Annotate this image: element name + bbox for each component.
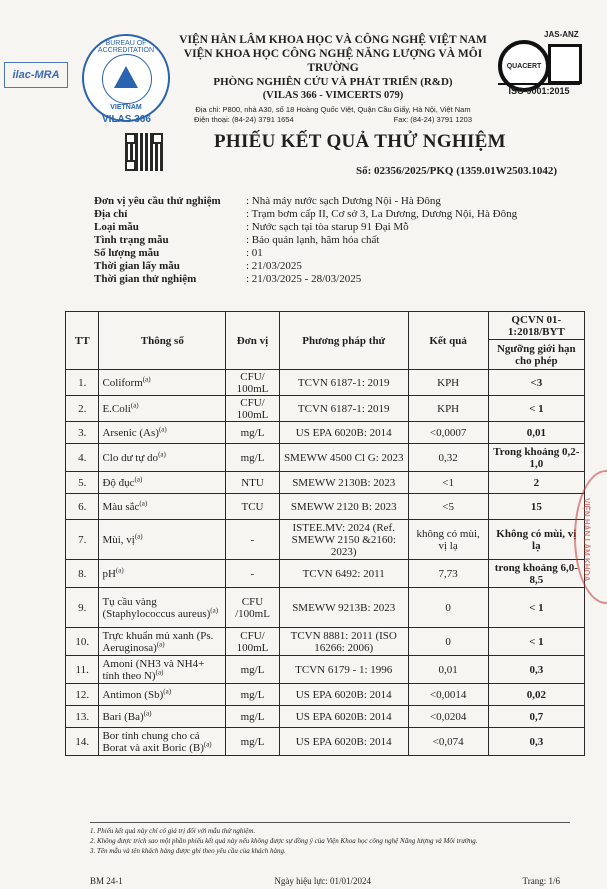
page-number: Trang: 1/6 bbox=[522, 876, 560, 886]
jas-anz-label: JAS-ANZ bbox=[544, 30, 579, 39]
accreditation-mark: (a) bbox=[158, 449, 166, 458]
cell-method: TCVN 6187-1: 2019 bbox=[279, 370, 408, 396]
table-row bbox=[66, 728, 585, 756]
org-line-3: PHÒNG NGHIÊN CỨU VÀ PHÁT TRIỂN (R&D) bbox=[213, 76, 453, 88]
cell-limit: 0,3 bbox=[488, 728, 584, 756]
info-value: : Nước sạch tại tòa starup 91 Đại Mỗ bbox=[246, 221, 409, 233]
cell-param: Mùi, vị$^{(a)}$ bbox=[99, 520, 226, 560]
info-label: Thời gian lấy mẫu bbox=[94, 260, 180, 272]
cell-param: Bor tính chung cho cả Borat và axit Boric $(B)^{(a)}$ bbox=[99, 728, 226, 756]
accreditation-mark: (a) bbox=[210, 605, 219, 614]
cell-result: 0,32 bbox=[408, 444, 488, 472]
quacert-logo: QUACERT bbox=[498, 40, 550, 92]
qr-code-icon bbox=[125, 133, 163, 171]
col-header-limit: Ngưỡng giới hạn cho phép bbox=[488, 340, 584, 370]
note-3: 3. Tên mẫu và tên khách hàng được ghi theo yêu cầu của khách hàng. bbox=[90, 847, 286, 855]
cell-limit: Trong khoảng 0,2-1,0 bbox=[488, 444, 584, 472]
col-header-method: Phương pháp thử bbox=[279, 312, 408, 370]
ilac-mra-logo: ilac-MRA bbox=[4, 62, 68, 88]
cell-result: 0 bbox=[408, 628, 488, 656]
org-line-4: (VILAS 366 - VIMCERTS 079) bbox=[262, 90, 404, 101]
cell-limit: 0,02 bbox=[488, 684, 584, 706]
organization-header bbox=[168, 33, 498, 125]
document-number: Số: 02356/2025/PKQ (1359.01W2503.1042) bbox=[356, 165, 558, 177]
table-row bbox=[66, 628, 585, 656]
cell-limit: < 1 bbox=[488, 588, 584, 628]
cell-result: <0,0007 bbox=[408, 422, 488, 444]
info-row bbox=[94, 273, 574, 286]
cell-tt: 11. bbox=[66, 656, 99, 684]
cell-unit: - bbox=[226, 520, 280, 560]
vilas-tag: VILAS 366 bbox=[102, 114, 151, 125]
info-row bbox=[94, 221, 574, 234]
table-row bbox=[66, 520, 585, 560]
cell-unit: CFU/ 100mL bbox=[226, 370, 280, 396]
table-row bbox=[66, 560, 585, 588]
notes bbox=[90, 822, 570, 856]
info-label: Loại mẫu bbox=[94, 221, 139, 233]
cell-param: Arsenic $(As)^{(a)}$ bbox=[99, 422, 226, 444]
info-value: : 01 bbox=[246, 247, 263, 259]
cell-param: Độ đục$^{(a)}$ bbox=[99, 472, 226, 494]
cell-limit: 0,01 bbox=[488, 422, 584, 444]
cell-unit: CFU /100mL bbox=[226, 588, 280, 628]
info-label: Tình trạng mẫu bbox=[94, 234, 169, 246]
cell-unit: mg/L bbox=[226, 684, 280, 706]
cell-method: US EPA 6020B: 2014 bbox=[279, 422, 408, 444]
cell-param: Màu sắc$^{(a)}$ bbox=[99, 494, 226, 520]
col-header-unit: Đơn vị bbox=[226, 312, 280, 370]
cell-result: <1 bbox=[408, 472, 488, 494]
cell-method: US EPA 6020B: 2014 bbox=[279, 706, 408, 728]
cell-limit: 15 bbox=[488, 494, 584, 520]
accreditation-seal bbox=[82, 34, 170, 122]
cell-method: TCVN 8881: 2011 (ISO 16266: 2006) bbox=[279, 628, 408, 656]
cell-result: 0,01 bbox=[408, 656, 488, 684]
cell-result: không có mùi, vị lạ bbox=[408, 520, 488, 560]
cell-tt: 10. bbox=[66, 628, 99, 656]
info-block bbox=[94, 195, 574, 286]
info-row bbox=[94, 247, 574, 260]
info-label: Số lượng mẫu bbox=[94, 247, 160, 259]
cell-method: TCVN 6179 - 1: 1996 bbox=[279, 656, 408, 684]
cell-result: <0,0014 bbox=[408, 684, 488, 706]
cell-unit: - bbox=[226, 560, 280, 588]
cell-result: KPH bbox=[408, 370, 488, 396]
cell-tt: 5. bbox=[66, 472, 99, 494]
cell-limit: trong khoảng 6,0-8,5 bbox=[488, 560, 584, 588]
info-row bbox=[94, 208, 574, 221]
table-row bbox=[66, 472, 585, 494]
accreditation-mark: (a) bbox=[158, 424, 167, 433]
accreditation-mark: (a) bbox=[156, 639, 165, 648]
col-header-tt: TT bbox=[66, 312, 99, 370]
table-row bbox=[66, 494, 585, 520]
jas-anz-logo bbox=[548, 44, 582, 84]
cell-tt: 3. bbox=[66, 422, 99, 444]
col-header-standard: QCVN 01-1:2018/BYT bbox=[488, 312, 584, 340]
cell-tt: 9. bbox=[66, 588, 99, 628]
cell-unit: TCU bbox=[226, 494, 280, 520]
cell-param: Bari $(Ba)^{(a)}$ bbox=[99, 706, 226, 728]
info-row bbox=[94, 234, 574, 247]
table-row bbox=[66, 444, 585, 472]
cell-limit: 2 bbox=[488, 472, 584, 494]
cell-param: Amoni (NH3 và NH4+ tính theo N)$^{(a)}$ bbox=[99, 656, 226, 684]
cell-tt: 2. bbox=[66, 396, 99, 422]
info-label: Thời gian thử nghiệm bbox=[94, 273, 197, 285]
org-fax: Fax: (84-24) 3791 1203 bbox=[393, 115, 472, 124]
info-value: : Nhà máy nước sạch Dương Nội - Hà Đông bbox=[246, 195, 441, 207]
document-title: PHIẾU KẾT QUẢ THỬ NGHIỆM bbox=[214, 131, 506, 152]
note-2: 2. Không được trích sao một phần phiếu kết quả này nếu không được sự đồng ý của Viện Khoa học công nghệ Năng lượng và Môi trường. bbox=[90, 837, 478, 845]
info-row bbox=[94, 260, 574, 273]
table-row bbox=[66, 588, 585, 628]
org-address: Địa chỉ: P800, nhà A30, số 18 Hoàng Quốc Việt, Quận Cầu Giấy, Hà Nội, Việt Nam bbox=[195, 105, 471, 114]
accreditation-mark: (a) bbox=[134, 474, 143, 483]
cell-param: Coliform$^{(a)}$ bbox=[99, 370, 226, 396]
cell-param: $pH^{(a)}$ bbox=[99, 560, 226, 588]
cell-unit: mg/L bbox=[226, 656, 280, 684]
cell-unit: mg/L bbox=[226, 422, 280, 444]
cell-unit: CFU/ 100mL bbox=[226, 628, 280, 656]
cell-method: SMEWW 2120 B: 2023 bbox=[279, 494, 408, 520]
info-label: Đơn vị yêu cầu thử nghiệm bbox=[94, 195, 221, 207]
cell-method: SMEWW 4500 Cl G: 2023 bbox=[279, 444, 408, 472]
stamp-text: VIỆN HÀN LÂM KHOA bbox=[582, 498, 591, 582]
info-label: Địa chỉ bbox=[94, 208, 128, 220]
info-value: : Trạm bơm cấp II, Cơ sở 3, La Dương, Dương Nội, Hà Đông bbox=[246, 208, 518, 220]
effective-date: Ngày hiệu lực: 01/01/2024 bbox=[274, 876, 371, 886]
iso-label: ISO 9001:2015 bbox=[498, 83, 580, 96]
cell-limit: < 1 bbox=[488, 628, 584, 656]
cell-result: <0,074 bbox=[408, 728, 488, 756]
cell-method: ISTEE.MV: 2024 (Ref. SMEWW 2150 &2160: 2023) bbox=[279, 520, 408, 560]
cell-method: US EPA 6020B: 2014 bbox=[279, 684, 408, 706]
cell-method: SMEWW 9213B: 2023 bbox=[279, 588, 408, 628]
cell-result: 7,73 bbox=[408, 560, 488, 588]
seal-emblem-icon bbox=[114, 66, 138, 88]
accreditation-mark: (a) bbox=[139, 498, 148, 507]
info-value: : 21/03/2025 bbox=[246, 260, 302, 272]
col-header-param: Thông số bbox=[99, 312, 226, 370]
cell-unit: mg/L bbox=[226, 728, 280, 756]
table-row bbox=[66, 684, 585, 706]
cell-limit: Không có mùi, vị lạ bbox=[488, 520, 584, 560]
cell-result: KPH bbox=[408, 396, 488, 422]
cell-limit: 0,3 bbox=[488, 656, 584, 684]
form-code: BM 24-1 bbox=[90, 876, 123, 886]
cell-method: SMEWW 2130B: 2023 bbox=[279, 472, 408, 494]
cell-method: US EPA 6020B: 2014 bbox=[279, 728, 408, 756]
cell-result: <0,0204 bbox=[408, 706, 488, 728]
seal-text-bottom: VIETNAM bbox=[110, 104, 142, 111]
cell-limit: < 1 bbox=[488, 396, 584, 422]
cell-unit: mg/L bbox=[226, 706, 280, 728]
info-row bbox=[94, 195, 574, 208]
cell-unit: NTU bbox=[226, 472, 280, 494]
results-table bbox=[65, 311, 585, 756]
org-line-2: VIỆN KHOA HỌC CÔNG NGHỆ NĂNG LƯỢNG VÀ MÔI TRƯỜNG bbox=[183, 48, 483, 74]
cell-unit: mg/L bbox=[226, 444, 280, 472]
table-row bbox=[66, 370, 585, 396]
note-1: 1. Phiếu kết quả này chỉ có giá trị đối với mẫu thử nghiệm. bbox=[90, 827, 256, 835]
cell-tt: 1. bbox=[66, 370, 99, 396]
cell-result: 0 bbox=[408, 588, 488, 628]
cell-tt: 13. bbox=[66, 706, 99, 728]
accreditation-mark: (a) bbox=[130, 400, 139, 409]
cell-limit: 0,7 bbox=[488, 706, 584, 728]
info-value: : 21/03/2025 - 28/03/2025 bbox=[246, 273, 362, 285]
col-header-result: Kết quả bbox=[408, 312, 488, 370]
cell-tt: 12. bbox=[66, 684, 99, 706]
cell-param: E.Coli$^{(a)}$ bbox=[99, 396, 226, 422]
accreditation-mark: (a) bbox=[142, 374, 151, 383]
cell-unit: CFU/ 100mL bbox=[226, 396, 280, 422]
cell-tt: 7. bbox=[66, 520, 99, 560]
table-row bbox=[66, 396, 585, 422]
accreditation-mark: (a) bbox=[163, 686, 172, 695]
cell-tt: 8. bbox=[66, 560, 99, 588]
accreditation-mark: (a) bbox=[115, 565, 124, 574]
accreditation-mark: (a) bbox=[203, 739, 212, 748]
info-value: : Bảo quản lạnh, hãm hóa chất bbox=[246, 234, 380, 246]
org-contacts bbox=[168, 115, 498, 125]
cell-method: TCVN 6492: 2011 bbox=[279, 560, 408, 588]
cell-tt: 6. bbox=[66, 494, 99, 520]
accreditation-mark: (a) bbox=[155, 667, 164, 676]
cell-result: <5 bbox=[408, 494, 488, 520]
cell-param: Trực khuẩn mủ xanh (Ps. Aeruginosa)$^{(a)}$ bbox=[99, 628, 226, 656]
cell-limit: <3 bbox=[488, 370, 584, 396]
cell-method: TCVN 6187-1: 2019 bbox=[279, 396, 408, 422]
accreditation-mark: (a) bbox=[134, 531, 143, 540]
accreditation-mark: (a) bbox=[143, 708, 152, 717]
page-footer bbox=[90, 876, 560, 886]
table-row bbox=[66, 422, 585, 444]
org-phone: Điện thoại: (84-24) 3791 1654 bbox=[194, 115, 294, 124]
cell-param: Antimon $(Sb)^{(a)}$ bbox=[99, 684, 226, 706]
table-row bbox=[66, 656, 585, 684]
seal-text-top: BUREAU OF ACCREDITATION bbox=[97, 40, 155, 54]
cell-tt: 4. bbox=[66, 444, 99, 472]
cell-param: Tụ cầu vàng (Staphylococcus aureus)$^{(a)}$ bbox=[99, 588, 226, 628]
cell-param: Clo dư tự $do^{(a)}$ bbox=[99, 444, 226, 472]
org-line-1: VIỆN HÀN LÂM KHOA HỌC VÀ CÔNG NGHỆ VIỆT NAM bbox=[179, 34, 487, 46]
cell-tt: 14. bbox=[66, 728, 99, 756]
table-row bbox=[66, 706, 585, 728]
